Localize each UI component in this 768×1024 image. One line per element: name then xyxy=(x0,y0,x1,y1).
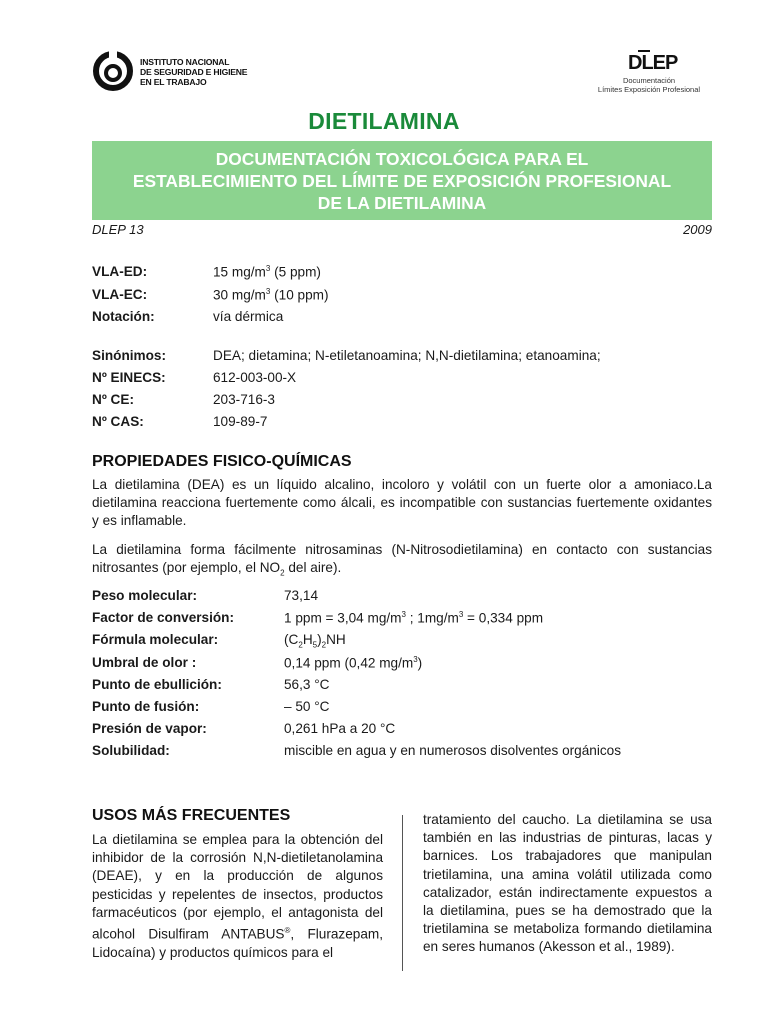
dlep-subtitle xyxy=(586,77,712,94)
institute-name xyxy=(140,57,247,87)
document-title: DIETILAMINA xyxy=(308,108,460,134)
paragraph-usos-right: tratamiento del caucho. La dietilamina se usa también en las industrias de pinturas, lacas y barnices. Los trabajadores que manipulan trietilamina, una amina volátil utilizada como catalizador, están indirectamente expuestos a la dietilamina, pues se ha demostrado que la trietilamina se metaboliza formando dietilamina en seres humanos (Akesson et al., 1989). xyxy=(423,812,712,955)
dlep-logo xyxy=(628,52,677,75)
document-code: DLEP 13 xyxy=(92,222,144,237)
banner-line-1: DOCUMENTACIÓN TOXICOLÓGICA PARA EL xyxy=(215,149,589,169)
insht-logo xyxy=(92,50,134,92)
banner-line-3: DE LA DIETILAMINA xyxy=(317,193,487,213)
section-title-usos: USOS MÁS FRECUENTES xyxy=(92,807,291,824)
dlep-logo-text: DLEP xyxy=(628,52,678,74)
column-divider xyxy=(402,815,403,971)
dlep-sub-line-1: Documentación xyxy=(622,76,676,85)
document-code-row xyxy=(92,222,712,237)
institute-line-1: INSTITUTO NACIONAL xyxy=(140,57,230,67)
dlep-sub-line-2: Límites Exposición Profesional xyxy=(597,84,701,94)
paragraph-propiedades-1: La dietilamina (DEA) es un líquido alcalino, incoloro y volátil con un fuerte olor a amoniaco.La dietilamina reacciona fuertemente como álcali, es incompatible con sustancias fuertemente oxidantes y es inflamable. xyxy=(92,477,712,528)
paragraph-usos-left: La dietilamina se emplea para la obtención del inhibidor de la corrosión N,N-dietiletanolamina (DEAE), y en la producción de algunos pesticidas y repelentes de insectos, productos farmacéuticos (por ejemplo, el antagonista del alcohol Disulfiram ANTABUS®, Flurazepam, Lidocaína) y productos químicos para el xyxy=(92,832,384,960)
paragraph-propiedades-2: La dietilamina forma fácilmente nitrosaminas (N-Nitrosodietilamina) en contacto con sustancias nitrosantes (por ejemplo, el $NO_2$ del aire). xyxy=(92,542,712,578)
institute-line-3: EN EL TRABAJO xyxy=(140,77,207,87)
institute-line-2: DE SEGURIDAD E HIGIENE xyxy=(140,67,248,77)
section-title-propiedades: PROPIEDADES FISICO-QUÍMICAS xyxy=(92,453,352,470)
title-banner xyxy=(92,141,712,220)
document-year: 2009 xyxy=(683,222,712,237)
banner-line-2: ESTABLECIMIENTO DEL LÍMITE DE EXPOSICIÓN PROFESIONAL xyxy=(132,171,672,191)
